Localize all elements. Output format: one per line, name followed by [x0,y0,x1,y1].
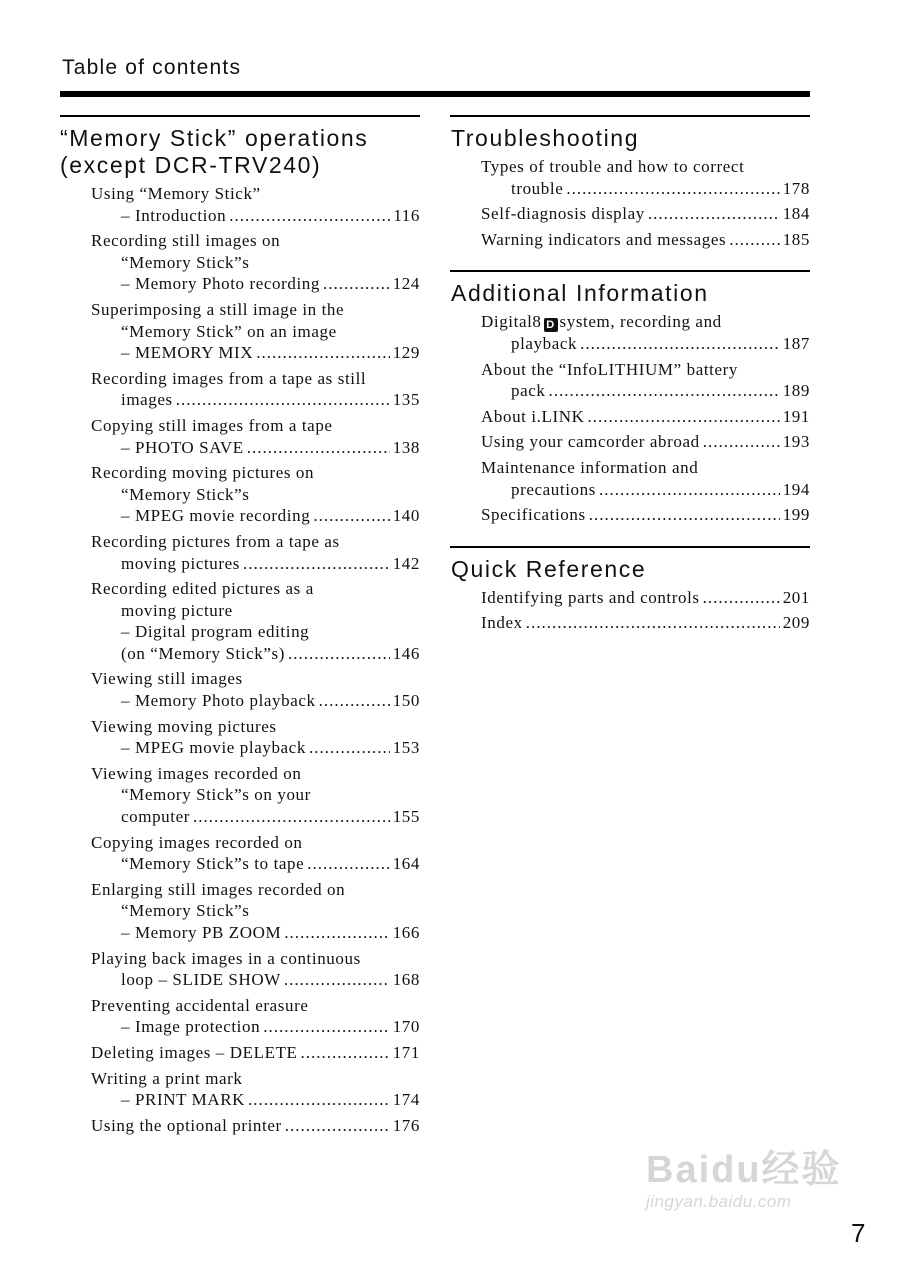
toc-text: computer [121,807,190,827]
page-ref: 201 [782,587,810,607]
toc-line-with-page [91,853,420,875]
toc-text: Warning indicators and messages [481,229,727,249]
section-title-memory-stick [60,117,420,179]
section-title-additional-information: Additional Information [451,280,709,307]
toc-entry[interactable] [60,1042,420,1064]
page-ref: 193 [782,432,810,452]
toc-text: – Memory Photo recording [121,274,321,294]
toc-text: Identifying parts and controls [481,587,700,607]
toc-entry[interactable] [450,359,810,402]
toc-line-with-page [91,1115,420,1137]
toc-entry[interactable] [60,879,420,944]
toc-list-memory-stick [60,183,420,1136]
page-ref: 187 [782,333,810,353]
dot-leader [313,505,389,527]
toc-list-additional-information [450,311,810,354]
toc-text: (on “Memory Stick”s) [121,643,286,663]
toc-line-with-page [481,229,810,251]
toc-entry[interactable] [450,504,810,526]
toc-text: precautions [511,479,596,499]
toc-text: – Introduction [121,205,227,225]
toc-line-with-page [481,612,810,634]
dot-leader [589,504,780,526]
toc-list-additional-information-rest [450,359,810,526]
toc-line: Recording pictures from a tape as [91,531,340,551]
toc-line: “Memory Stick”s on your [121,785,311,805]
toc-line: Recording moving pictures on [91,463,315,483]
page-ref: 171 [392,1042,420,1062]
toc-text: trouble [511,178,564,198]
toc-text: – MPEG movie recording [121,506,311,526]
toc-line-with-page [91,437,420,459]
page-ref: 138 [392,437,420,457]
toc-line-with-page [481,504,810,526]
dot-leader [599,479,780,501]
toc-line-with-page [91,553,420,575]
dot-leader [263,1016,389,1038]
baidu-watermark [646,1148,842,1212]
toc-line: Viewing moving pictures [91,716,277,736]
dot-leader [309,737,390,759]
dot-leader [284,969,390,991]
page-ref: 135 [392,390,420,410]
toc-entry[interactable] [450,587,810,609]
toc-line: Recording images from a tape as still [91,368,367,388]
dot-leader [319,690,390,712]
toc-entry[interactable] [60,832,420,875]
toc-entry[interactable] [60,1068,420,1111]
toc-line: Viewing still images [91,669,243,689]
page-ref: 178 [782,178,810,198]
toc-text: About i.LINK [481,406,585,426]
toc-entry[interactable] [450,311,810,354]
dot-leader [566,178,779,200]
toc-entry[interactable] [60,230,420,295]
toc-line-with-page [481,333,810,355]
toc-line-with-page [91,342,420,364]
toc-line-with-page [481,380,810,402]
page-ref: 142 [392,553,420,573]
toc-entry[interactable] [60,415,420,458]
toc-line: “Memory Stick”s [121,484,250,504]
toc-line-with-page [91,273,420,295]
dot-leader [229,205,390,227]
page-ref: 129 [392,343,420,363]
dot-leader [193,806,390,828]
toc-line: Maintenance information and [481,457,699,477]
dot-leader [549,380,780,402]
watermark-logo: Baidu经验 [646,1149,842,1191]
dot-leader [580,333,780,355]
page-ref: 184 [782,204,810,224]
digital8-logo-icon: D [544,318,558,332]
toc-text: Self-diagnosis display [481,204,645,224]
toc-entry[interactable] [60,368,420,411]
toc-entry[interactable] [60,531,420,574]
toc-line: Preventing accidental erasure [91,995,309,1015]
toc-line-with-page [481,178,810,200]
toc-line: About the “InfoLITHIUM” battery [481,359,738,379]
toc-line-with-page [91,922,420,944]
section-title-line: (except DCR-TRV240) [60,152,322,178]
toc-entry[interactable] [450,457,810,500]
dot-leader [247,437,390,459]
toc-text: – MPEG movie playback [121,738,306,758]
page-ref: 194 [782,479,810,499]
page-ref: 209 [782,613,810,633]
toc-line: Writing a print mark [91,1068,243,1088]
toc-list-quick-reference [450,587,810,634]
toc-line: – Digital program editing [121,622,310,642]
toc-text: images [121,390,173,410]
toc-text: Digital8 [481,312,542,332]
toc-entry[interactable] [450,431,810,453]
toc-line: Playing back images in a continuous [91,948,361,968]
dot-leader [301,1042,390,1064]
page-ref: 170 [392,1017,420,1037]
dot-leader [648,203,780,225]
toc-line-with-page [91,690,420,712]
toc-text: – Memory PB ZOOM [121,923,282,942]
toc-entry[interactable] [450,612,810,634]
toc-entry[interactable] [60,716,420,759]
toc-entry[interactable] [60,668,420,711]
dot-leader [243,553,390,575]
toc-line: Recording edited pictures as a [91,579,314,599]
page-ref: 189 [782,381,810,401]
toc-text: playback [511,333,578,353]
dot-leader [323,273,390,295]
toc-line-with-page [91,205,420,227]
toc-text: – Memory Photo playback [121,691,316,711]
dot-leader [248,1089,390,1111]
toc-entry[interactable] [60,763,420,828]
toc-entry[interactable] [450,203,810,225]
toc-entry[interactable] [60,948,420,991]
toc-line: Types of trouble and how to correct [481,157,745,176]
page-ref: 174 [392,1090,420,1110]
toc-line-with-page [91,389,420,411]
toc-line-with-page [91,806,420,828]
toc-line: “Memory Stick”s [121,901,250,921]
dot-leader [288,643,390,665]
toc-text: moving pictures [121,553,241,573]
toc-line-with-page [481,406,810,428]
page-header-title: Table of contents [62,56,242,79]
toc-line-with-page [91,737,420,759]
toc-text: – Image protection [121,1017,261,1037]
toc-text: system, recording and [559,312,722,332]
section-title-quick-reference: Quick Reference [451,555,647,582]
toc-line-with-page [481,479,810,501]
section-additional-information [450,270,810,525]
toc-line [481,311,810,333]
toc-line-with-page [481,431,810,453]
toc-line: Using “Memory Stick” [91,184,261,203]
section-memory-stick [60,115,420,1136]
section-title-troubleshooting: Troubleshooting [451,125,640,151]
toc-line: Viewing images recorded on [91,763,302,783]
dot-leader [176,389,390,411]
dot-leader [256,342,389,364]
toc-line: Recording still images on [91,231,281,251]
section-quick-reference [450,546,810,634]
toc-text: “Memory Stick”s to tape [121,854,305,874]
toc-line-with-page [91,1042,420,1064]
toc-text: Using your camcorder abroad [481,432,700,452]
page-number: 7 [851,1218,866,1248]
toc-entry[interactable] [60,1115,420,1137]
toc-list-troubleshooting [450,156,810,250]
left-column [60,115,420,1140]
toc-text: Using the optional printer [91,1115,282,1135]
page-ref: 199 [782,505,810,525]
dot-leader [526,612,780,634]
toc-entry[interactable] [60,578,420,664]
header-rule [60,91,810,97]
page-ref: 185 [782,229,810,249]
dot-leader [703,587,780,609]
dot-leader [285,1115,390,1137]
toc-line-with-page [91,969,420,991]
dot-leader [703,431,780,453]
toc-line: Superimposing a still image in the [91,299,345,319]
page-ref: 176 [392,1115,420,1135]
page-ref: 150 [392,691,420,711]
toc-entry[interactable] [60,995,420,1038]
toc-text: Specifications [481,505,586,525]
right-column [450,115,810,638]
page-ref: 191 [782,406,810,426]
dot-leader [729,229,779,251]
page-ref: 153 [392,738,420,758]
toc-line-with-page [481,587,810,609]
toc-line: Enlarging still images recorded on [91,879,346,899]
dot-leader [307,853,389,875]
toc-entry[interactable] [60,183,420,226]
page-ref: 164 [392,854,420,874]
toc-text: – MEMORY MIX [121,343,254,363]
toc-text: pack [511,381,546,401]
page-ref: 168 [392,970,420,990]
toc-line-with-page [91,505,420,527]
toc-text: Deleting images – DELETE [91,1042,298,1062]
toc-line-with-page [91,643,420,665]
toc-line: “Memory Stick” on an image [121,321,337,341]
page-ref: 140 [392,506,420,526]
page-ref: 146 [392,643,420,663]
toc-line-with-page [91,1089,420,1111]
watermark-url: jingyan.baidu.com [646,1192,792,1211]
toc-entry[interactable] [450,229,810,251]
toc-entry[interactable] [60,299,420,364]
toc-line-with-page [481,203,810,225]
toc-text: loop – SLIDE SHOW [121,970,281,990]
page-ref: 155 [392,807,420,827]
page-ref: 116 [393,205,420,225]
toc-entry[interactable] [450,406,810,428]
dot-leader [588,406,780,428]
toc-line: moving picture [121,600,233,620]
toc-entry[interactable] [450,156,810,199]
page-ref: 124 [392,274,420,294]
toc-text: – PHOTO SAVE [121,437,244,457]
section-troubleshooting [450,115,810,250]
toc-line-with-page [91,1016,420,1038]
section-title-line: “Memory Stick” operations [60,125,369,151]
toc-line: Copying still images from a tape [91,415,333,435]
page-ref: 166 [392,923,420,942]
dot-leader [284,922,389,944]
toc-text: Index [481,613,523,633]
toc-line: “Memory Stick”s [121,252,250,272]
toc-entry[interactable] [60,462,420,527]
toc-line: Copying images recorded on [91,832,303,852]
toc-text: – PRINT MARK [121,1090,246,1110]
